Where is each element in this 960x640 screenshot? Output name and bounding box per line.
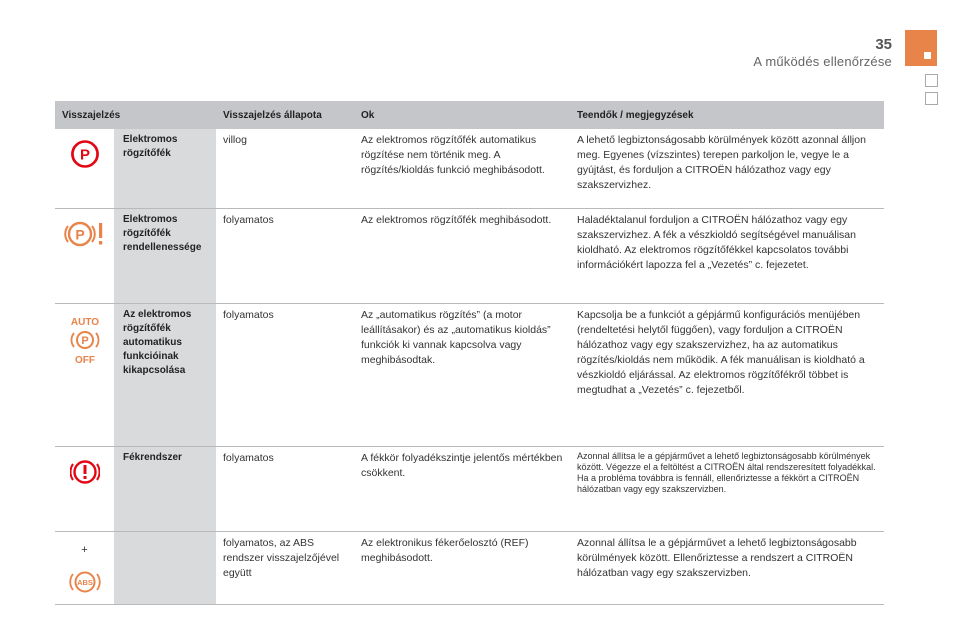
section-title: A működés ellenőrzése xyxy=(753,54,892,69)
column-header-cause: Ok xyxy=(361,110,375,121)
indicator-cause: Az elektromos rögzítőfék meghibásodott. xyxy=(361,214,552,226)
table-row xyxy=(55,532,884,605)
indicator-state: folyamatos xyxy=(223,309,274,321)
table-row xyxy=(55,304,884,447)
indicator-name: Elektromos rögzítőfék xyxy=(114,129,216,208)
indicator-action: Azonnal állítsa le a gépjárművet a lehető legbiztonságosabb körülmények között. Végezze el a feltöltést a CITROËN által rendszeresített folyadékkal. Ha a probléma továbbra is fennáll, ellenőriztesse a fékkört a CITROËN hálózatban vagy egy szakszervizben. xyxy=(577,451,876,494)
indicator-cause: A fékkör folyadékszintje jelentős mértékben csökkent. xyxy=(361,452,563,479)
icon-label: P xyxy=(80,335,89,347)
icon-label: AUTO xyxy=(70,317,99,328)
indicator-cause: Az elektromos rögzítőfék automatikus rögzítése nem történik meg. A rögzítés/kioldás funkció meghibásodott. xyxy=(361,134,545,176)
indicator-name: Fékrendszer xyxy=(114,447,216,531)
page-number: 35 xyxy=(875,36,892,53)
parking-brake-p-icon xyxy=(70,139,100,169)
svg-text:P: P xyxy=(74,226,85,243)
indicator-state: villog xyxy=(223,134,247,146)
table-row xyxy=(55,447,884,532)
auto-p-off-icon xyxy=(67,314,103,366)
warning-lights-table xyxy=(55,101,884,605)
indicator-state: folyamatos, az ABS rendszer visszajelzőjével együtt xyxy=(223,537,340,579)
abs-warning-icon xyxy=(68,568,102,596)
indicator-action: Azonnal állítsa le a gépjárművet a lehető legbiztonságosabb körülmények között. Ellenőriztesse a rendszert a CITROËN hálózatban vagy egy szakszervizben. xyxy=(577,537,857,579)
indicator-name: Az elektromos rögzítőfék automatikus funkcióinak kikapcsolása xyxy=(114,304,216,446)
table-row xyxy=(55,209,884,304)
column-header-action: Teendők / megjegyzések xyxy=(577,110,694,121)
indicator-action: Haladéktalanul forduljon a CITROËN hálózathoz vagy egy szakszervizhez. A fék a vészkioldó segítségével manuálisan kioldható. Az elektromos rögzítőfékkel kapcsolatos további információkért lapozza fel a „Vezetés” c. fejezetet. xyxy=(577,214,856,271)
indicator-name: Elektromos rögzítőfék rendellenessége xyxy=(114,209,216,303)
indicator-state: folyamatos xyxy=(223,214,274,226)
tab-marker xyxy=(924,52,931,59)
indicator-cause: Az elektronikus fékerőelosztó (REF) meghibásodott. xyxy=(361,537,529,564)
chapter-box-1[interactable] xyxy=(925,74,938,87)
icon-label: ABS xyxy=(76,578,93,587)
icon-label: OFF xyxy=(74,355,95,366)
plus-sign: + xyxy=(81,544,88,556)
indicator-action: A lehető legbiztonságosabb körülmények között azonnal álljon meg. Egyenes (vízszintes) terepen parkoljon le, vegye le a gyújtást, és forduljon a CITROËN hálózathoz vagy egy szakszervizhez. xyxy=(577,134,866,191)
table-row xyxy=(55,129,884,209)
svg-text:P: P xyxy=(79,146,90,164)
brake-system-warning-icon xyxy=(70,457,100,487)
indicator-cause: Az „automatikus rögzítés” (a motor leállításakor) és az „automatikus kioldás” funkciók ki vannak kapcsolva vagy meghibásodtak. xyxy=(361,309,551,366)
column-header-indicator: Visszajelzés xyxy=(62,110,121,121)
column-header-state: Visszajelzés állapota xyxy=(223,110,322,121)
parking-brake-fault-icon xyxy=(63,219,107,249)
table-header xyxy=(55,101,884,129)
chapter-box-2[interactable] xyxy=(925,92,938,105)
indicator-state: folyamatos xyxy=(223,452,274,464)
indicator-action: Kapcsolja be a funkciót a gépjármű konfigurációs menüjében (rendeltetési helytől függően), vagy forduljon a CITROËN hálózathoz vagy egy szakszervizhez, ha az automatikus rögzítés/kioldás nem működik. A fék manuálisan is kioldható a vészkioldó eljárással. Az elektromos rögzítőfékről többet is megtudhat a „Vezetés” c. fejezetből. xyxy=(577,309,865,396)
indicator-name xyxy=(114,532,216,604)
chapter-tab[interactable] xyxy=(905,30,937,66)
